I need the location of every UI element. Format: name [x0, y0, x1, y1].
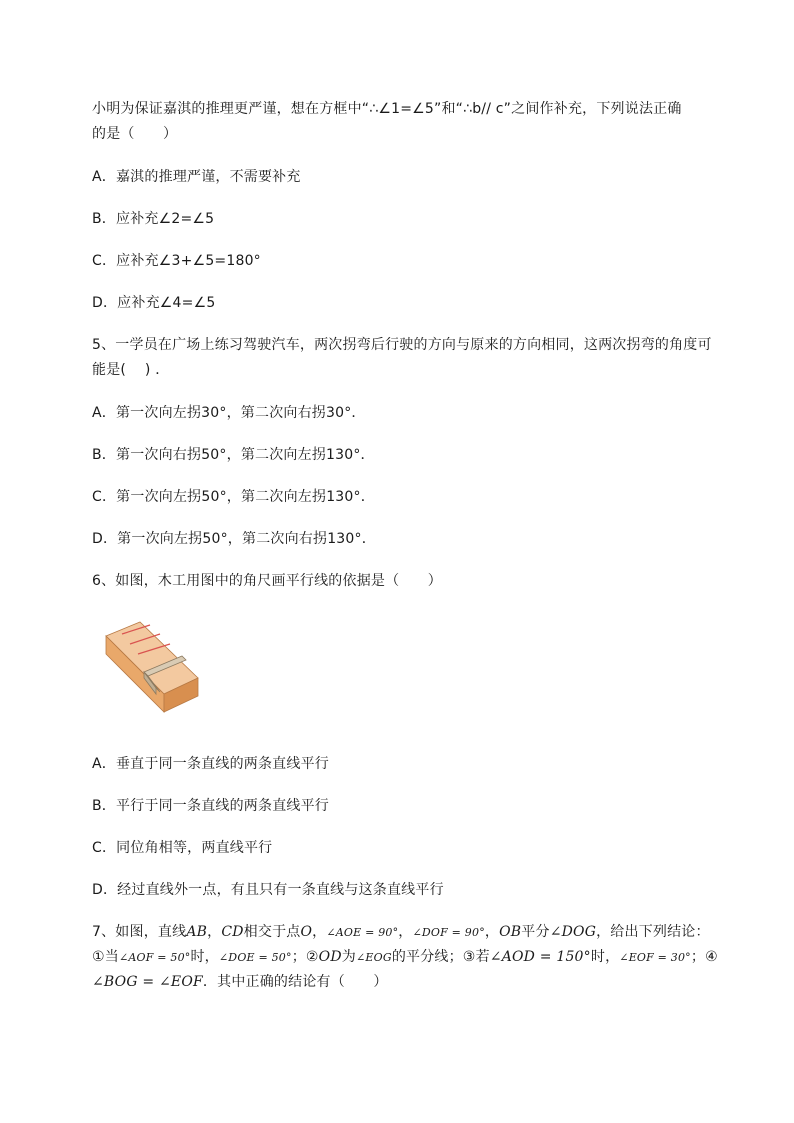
q7-l1-f: ，	[484, 924, 500, 940]
q7-l1-b: ，	[207, 924, 222, 940]
q7-l1-c: 相交于点	[243, 924, 301, 940]
q7-l1-aoe: ∠AOE = 90°	[326, 926, 399, 939]
q7-l1-h: ，给出下列结论：	[596, 924, 710, 940]
q4-option-d: D．应补充∠4=∠5	[92, 295, 216, 311]
q7-l1-g: 平分	[521, 924, 550, 940]
q7-l1-ab: AB	[186, 924, 208, 940]
q4-stem-line2: 的是（ ）	[92, 126, 178, 142]
q7-l2-eof: ∠EOF = 30°	[619, 951, 691, 964]
q7-l2-f: 时，	[590, 949, 620, 965]
q7-line2	[92, 947, 718, 968]
q4-option-c: C．应补充∠3+∠5=180°	[92, 253, 261, 269]
q5-stem-line2: 能是( ) ．	[92, 362, 170, 378]
q7-l2-aod: ∠AOD = 150°	[489, 949, 591, 965]
q6-option-c: C．同位角相等，两直线平行	[92, 840, 273, 856]
q7-l1-a: 7、如图，直线	[92, 924, 187, 940]
q7-l3-bog: ∠BOG = ∠EOF	[92, 974, 203, 990]
q7-l1-dog: ∠DOG	[549, 924, 597, 940]
q4-option-a: A．嘉淇的推理严谨，不需要补充	[92, 169, 301, 185]
q7-l2-c: ；②	[291, 949, 319, 965]
q6-option-d: D．经过直线外一点，有且只有一条直线与这条直线平行	[92, 882, 444, 898]
q4-option-b: B．应补充∠2=∠5	[92, 211, 215, 227]
q7-l1-e: ，	[398, 924, 413, 940]
q7-l1-dof: ∠DOF = 90°	[412, 926, 485, 939]
q7-l2-b: 时，	[190, 949, 219, 965]
q7-l2-eog: ∠EOG	[355, 951, 392, 964]
q5-option-a: A．第一次向左拐30°，第二次向右拐30°．	[92, 405, 366, 421]
q7-l2-od: OD	[318, 949, 342, 965]
q7-l2-doe: ∠DOE = 50°	[218, 951, 292, 964]
q7-l2-a: ①当	[92, 949, 119, 965]
q7-l1-o: O	[300, 924, 313, 940]
q7-l2-e: 的平分线；③若	[391, 949, 490, 965]
q4-stem-line1: 小明为保证嘉淇的推理更严谨，想在方框中“∴∠1=∠5”和“∴b// c”之间作补充，下列说法正确	[92, 101, 682, 117]
carpenter-square-icon	[100, 616, 204, 716]
q7-line3	[92, 972, 388, 992]
q7-l3-a: ．其中正确的结论有（ ）	[202, 974, 388, 990]
q7-l1-cd: CD	[221, 924, 244, 940]
q7-l2-g: ；④	[690, 949, 718, 965]
q5-stem-line1: 5、一学员在广场上练习驾驶汽车，两次拐弯后行驶的方向与原来的方向相同，这两次拐弯的角度可	[92, 337, 712, 353]
q7-l1-ob: OB	[499, 924, 522, 940]
q7-l1-d: ，	[312, 924, 327, 940]
q7-l2-aof: ∠AOF = 50°	[118, 951, 191, 964]
q6-stem: 6、如图，木工用图中的角尺画平行线的依据是（ ）	[92, 573, 442, 589]
q5-option-c: C．第一次向左拐50°，第二次向左拐130°．	[92, 489, 375, 505]
q6-option-a: A．垂直于同一条直线的两条直线平行	[92, 756, 329, 772]
q7-line1	[92, 922, 710, 943]
q5-option-d: D．第一次向左拐50°，第二次向右拐130°．	[92, 531, 376, 547]
q6-option-b: B．平行于同一条直线的两条直线平行	[92, 798, 330, 814]
carpenter-square-figure	[100, 616, 204, 716]
q7-l2-d: 为	[341, 949, 356, 965]
q5-option-b: B．第一次向右拐50°，第二次向左拐130°．	[92, 447, 375, 463]
